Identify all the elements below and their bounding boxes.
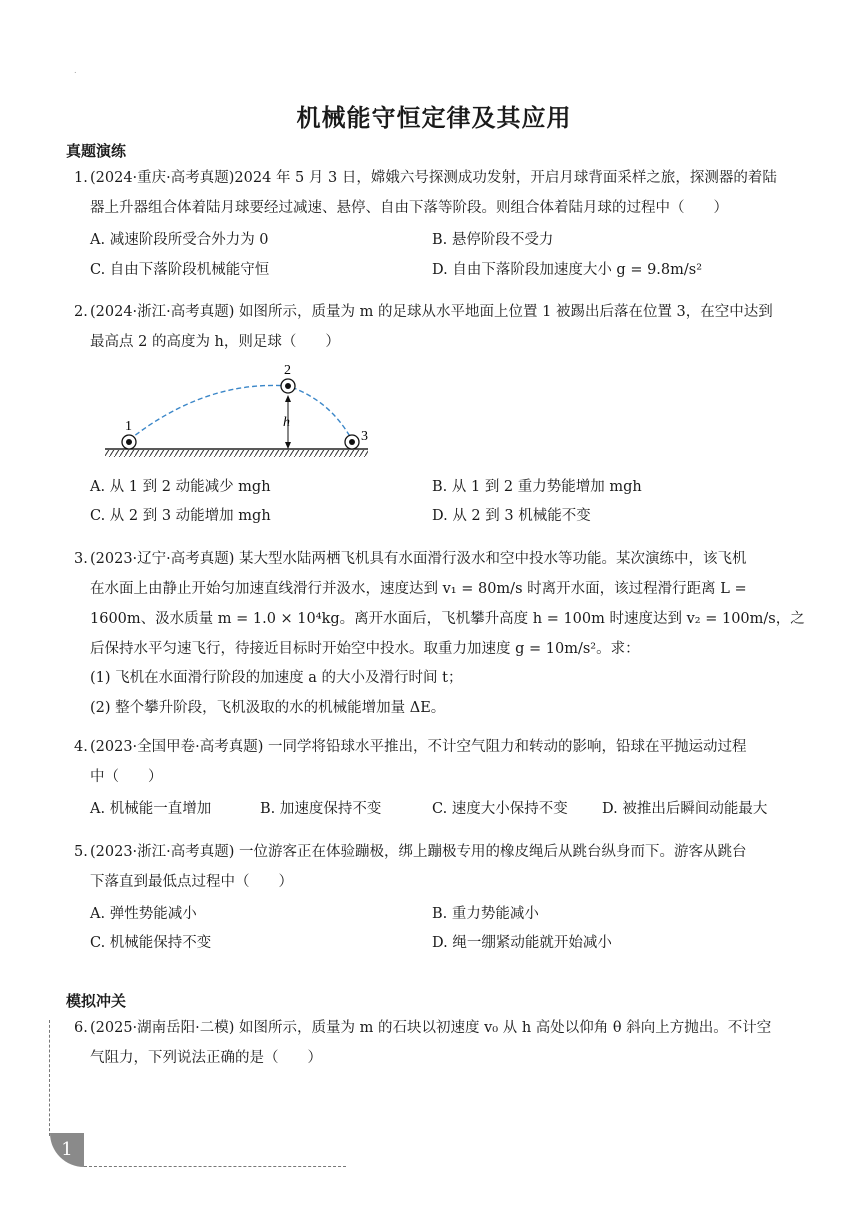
option-d: D. 自由下落阶段加速度大小 g = 9.8m/s² (432, 262, 703, 278)
option-b: B. 悬停阶段不受力 (432, 232, 554, 248)
option-b: B. 从 1 到 2 重力势能增加 mgh (432, 479, 642, 495)
question-text: (2024·重庆·高考真题)2024 年 5 月 3 日，嫦娥六号探测成功发射，开启月球背面采样之旅，探测器的着陆 (90, 170, 777, 186)
option-a: A. 弹性势能减小 (90, 906, 197, 922)
question-text: (2023·浙江·高考真题) 一位游客正在体验蹦极，绑上蹦极专用的橡皮绳后从跳台纵身而下。游客从跳台 (90, 844, 747, 860)
question-text: (2025·湖南岳阳·二模) 如图所示，质量为 m 的石块以初速度 v₀ 从 h 高处以仰角 θ 斜向上方抛出。不计空 (90, 1020, 772, 1036)
arrow-head-down (285, 442, 291, 449)
question-text: (2023·全国甲卷·高考真题) 一同学将铅球水平推出，不计空气阻力和转动的影响，铅球在平抛运动过程 (90, 739, 747, 755)
projectile-figure (100, 360, 380, 460)
label-2: 2 (284, 363, 291, 378)
question-number: 5. (74, 844, 88, 860)
question-text: (2023·辽宁·高考真题) 某大型水陆两栖飞机具有水面滑行汲水和空中投水等功能。某次演练中，该飞机 (90, 551, 747, 567)
question-6 (74, 1013, 814, 1073)
question-text: 最高点 2 的高度为 h，则足球（ ） (90, 334, 340, 350)
option-c: C. 机械能保持不变 (90, 935, 212, 951)
option-c: C. 从 2 到 3 动能增加 mgh (90, 508, 271, 524)
option-a: A. 机械能一直增加 (90, 801, 212, 817)
section-heading-mock: 模拟冲关 (66, 992, 127, 1010)
question-4 (74, 732, 814, 792)
option-c: C. 自由下落阶段机械能守恒 (90, 262, 270, 278)
page-border-vertical (49, 1020, 50, 1136)
question-text: 器上升器组合体着陆月球要经过减速、悬停、自由下落等阶段。则组合体着陆月球的过程中（ ） (90, 200, 728, 216)
sub-question-2: (2) 整个攀升阶段，飞机汲取的水的机械能增加量 ΔE。 (90, 700, 446, 716)
page-number: 1 (50, 1133, 84, 1167)
option-b: B. 加速度保持不变 (260, 801, 382, 817)
option-a: A. 减速阶段所受合外力为 0 (90, 232, 269, 248)
label-1: 1 (125, 419, 132, 434)
question-text: 气阻力，下列说法正确的是（ ） (90, 1050, 322, 1066)
trajectory-curve (129, 385, 352, 440)
question-5 (74, 837, 814, 897)
page-title: 机械能守恒定律及其应用 (296, 104, 572, 132)
question-number: 4. (74, 739, 88, 755)
option-d: D. 从 2 到 3 机械能不变 (432, 508, 591, 524)
question-2 (74, 297, 814, 357)
ball-1 (122, 435, 136, 449)
option-d: D. 被推出后瞬间动能最大 (602, 801, 768, 817)
option-b: B. 重力势能减小 (432, 906, 539, 922)
question-text: 后保持水平匀速飞行，待接近目标时开始空中投水。取重力加速度 g = 10m/s²。求： (90, 641, 640, 657)
question-1 (74, 163, 814, 223)
question-number: 2. (74, 304, 88, 320)
question-3 (74, 544, 814, 664)
question-number: 6. (74, 1020, 88, 1036)
option-d: D. 绳一绷紧动能就开始减小 (432, 935, 612, 951)
ground-hatch (105, 450, 368, 457)
option-c: C. 速度大小保持不变 (432, 801, 568, 817)
question-number: 3. (74, 551, 88, 567)
ball-2 (281, 379, 295, 393)
question-text: 中（ ） (90, 769, 163, 785)
arrow-head-up (285, 395, 291, 402)
question-text: (2024·浙江·高考真题) 如图所示，质量为 m 的足球从水平地面上位置 1 被踢出后落在位置 3，在空中达到 (90, 304, 773, 320)
question-text: 下落直到最低点过程中（ ） (90, 874, 293, 890)
question-number: 1. (74, 170, 88, 186)
label-h: h (283, 415, 290, 430)
sub-question-1: (1) 飞机在水面滑行阶段的加速度 a 的大小及滑行时间 t； (90, 670, 463, 686)
label-3: 3 (361, 429, 368, 444)
section-heading-real: 真题演练 (66, 142, 127, 160)
corner-mark: . (74, 66, 77, 75)
option-a: A. 从 1 到 2 动能减少 mgh (90, 479, 271, 495)
question-text: 1600m、汲水质量 m = 1.0 × 10⁴kg。离开水面后，飞机攀升高度 h = 100m 时速度达到 v₂ = 100m/s，之 (90, 611, 805, 627)
ball-3 (345, 435, 359, 449)
question-text: 在水面上由静止开始匀加速直线滑行并汲水，速度达到 v₁ = 80m/s 时离开水面，该过程滑行距离 L = (90, 581, 747, 597)
page-border-horizontal (84, 1166, 346, 1167)
